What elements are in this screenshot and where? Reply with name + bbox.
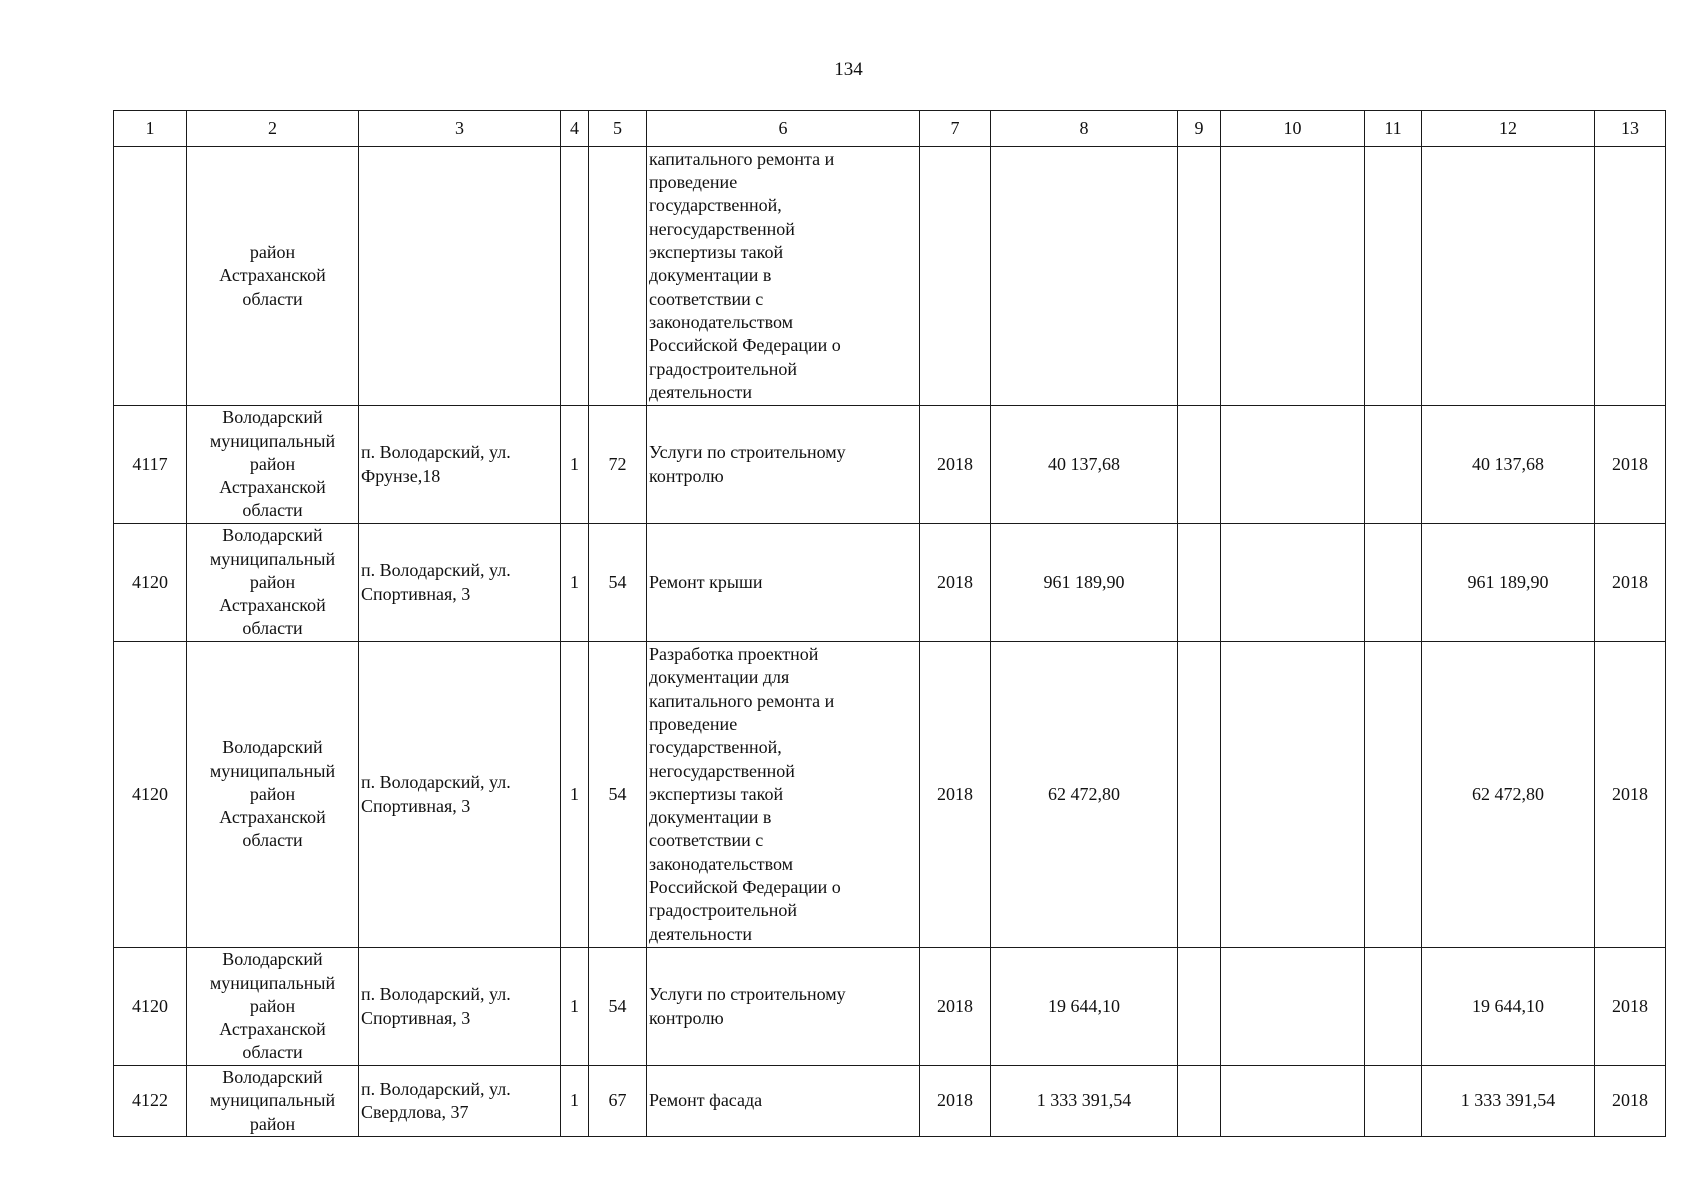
table-row — [114, 642, 1666, 948]
cell-col9 — [1178, 642, 1221, 948]
cell-col11 — [1365, 524, 1422, 642]
cell-address: п. Володарский, ул. Свердлова, 37 — [359, 1066, 561, 1137]
column-header: 1 — [114, 111, 187, 147]
column-header: 13 — [1595, 111, 1666, 147]
cell-col11 — [1365, 147, 1422, 406]
cell-col13: 2018 — [1595, 524, 1666, 642]
cell-year — [920, 147, 991, 406]
cell-col10 — [1221, 524, 1365, 642]
cell-address: п. Володарский, ул. Спортивная, 3 — [359, 642, 561, 948]
cell-number: 4120 — [114, 642, 187, 948]
cell-work-type: Услуги по строительному контролю — [647, 948, 920, 1066]
cell-cost: 40 137,68 — [991, 406, 1178, 524]
cell-col4: 1 — [561, 524, 589, 642]
cell-municipality: Володарский муниципальный район Астраханской области — [187, 948, 359, 1066]
column-header: 5 — [589, 111, 647, 147]
cell-col10 — [1221, 1066, 1365, 1137]
column-header: 6 — [647, 111, 920, 147]
column-header: 12 — [1422, 111, 1595, 147]
cell-col11 — [1365, 1066, 1422, 1137]
cell-col13 — [1595, 147, 1666, 406]
cell-col9 — [1178, 1066, 1221, 1137]
cell-col13: 2018 — [1595, 948, 1666, 1066]
cell-number: 4117 — [114, 406, 187, 524]
cell-municipality: район Астраханской области — [187, 147, 359, 406]
cell-municipality: Володарский муниципальный район Астраханской области — [187, 642, 359, 948]
cell-year: 2018 — [920, 642, 991, 948]
cell-number: 4120 — [114, 524, 187, 642]
cell-year: 2018 — [920, 406, 991, 524]
cell-col10 — [1221, 406, 1365, 524]
cell-municipality: Володарский муниципальный район — [187, 1066, 359, 1137]
cell-col4: 1 — [561, 406, 589, 524]
cell-cost: 62 472,80 — [991, 642, 1178, 948]
table-row — [114, 1066, 1666, 1137]
cell-cost: 1 333 391,54 — [991, 1066, 1178, 1137]
cell-col9 — [1178, 147, 1221, 406]
cell-col12: 961 189,90 — [1422, 524, 1595, 642]
cell-col10 — [1221, 642, 1365, 948]
cell-work-type: Разработка проектной документации для капитального ремонта и проведение государственной, негосударственной экспертизы такой документации в соответствии с законодательством Российской Федерации о градостроительной деятельности — [647, 642, 920, 948]
cell-col5: 54 — [589, 642, 647, 948]
cell-year: 2018 — [920, 524, 991, 642]
cell-col12: 1 333 391,54 — [1422, 1066, 1595, 1137]
cell-number: 4120 — [114, 948, 187, 1066]
column-header: 4 — [561, 111, 589, 147]
cell-col10 — [1221, 948, 1365, 1066]
cell-work-type: капитального ремонта и проведение государственной, негосударственной экспертизы такой документации в соответствии с законодательством Российской Федерации о градостроительной деятельности — [647, 147, 920, 406]
column-header: 2 — [187, 111, 359, 147]
table-row — [114, 147, 1666, 406]
cell-col12: 40 137,68 — [1422, 406, 1595, 524]
cell-col13: 2018 — [1595, 642, 1666, 948]
cell-work-type: Ремонт крыши — [647, 524, 920, 642]
cell-col5: 67 — [589, 1066, 647, 1137]
column-header: 8 — [991, 111, 1178, 147]
cell-work-type: Ремонт фасада — [647, 1066, 920, 1137]
column-header: 10 — [1221, 111, 1365, 147]
table-row — [114, 948, 1666, 1066]
cell-col4: 1 — [561, 642, 589, 948]
cell-col11 — [1365, 948, 1422, 1066]
cell-number: 4122 — [114, 1066, 187, 1137]
cell-address: п. Володарский, ул. Фрунзе,18 — [359, 406, 561, 524]
cell-municipality: Володарский муниципальный район Астраханской области — [187, 406, 359, 524]
cell-col4: 1 — [561, 948, 589, 1066]
cell-cost: 19 644,10 — [991, 948, 1178, 1066]
cell-col13: 2018 — [1595, 1066, 1666, 1137]
cell-col11 — [1365, 406, 1422, 524]
cell-col12: 19 644,10 — [1422, 948, 1595, 1066]
column-header: 3 — [359, 111, 561, 147]
cell-year: 2018 — [920, 1066, 991, 1137]
cell-cost — [991, 147, 1178, 406]
page-number: 134 — [834, 59, 863, 80]
cell-col9 — [1178, 524, 1221, 642]
cell-address: п. Володарский, ул. Спортивная, 3 — [359, 524, 561, 642]
column-header: 7 — [920, 111, 991, 147]
data-table — [113, 110, 1666, 1137]
cell-municipality: Володарский муниципальный район Астраханской области — [187, 524, 359, 642]
cell-col9 — [1178, 406, 1221, 524]
column-header: 9 — [1178, 111, 1221, 147]
table-row — [114, 406, 1666, 524]
table-row — [114, 524, 1666, 642]
cell-col9 — [1178, 948, 1221, 1066]
cell-cost: 961 189,90 — [991, 524, 1178, 642]
cell-work-type: Услуги по строительному контролю — [647, 406, 920, 524]
cell-col4: 1 — [561, 1066, 589, 1137]
cell-col10 — [1221, 147, 1365, 406]
cell-col5: 72 — [589, 406, 647, 524]
cell-col5: 54 — [589, 524, 647, 642]
cell-col4 — [561, 147, 589, 406]
cell-col13: 2018 — [1595, 406, 1666, 524]
cell-address: п. Володарский, ул. Спортивная, 3 — [359, 948, 561, 1066]
cell-col12 — [1422, 147, 1595, 406]
cell-number — [114, 147, 187, 406]
cell-address — [359, 147, 561, 406]
column-header: 11 — [1365, 111, 1422, 147]
cell-col5: 54 — [589, 948, 647, 1066]
cell-col12: 62 472,80 — [1422, 642, 1595, 948]
cell-col11 — [1365, 642, 1422, 948]
header-row — [114, 111, 1666, 147]
cell-year: 2018 — [920, 948, 991, 1066]
cell-col5 — [589, 147, 647, 406]
